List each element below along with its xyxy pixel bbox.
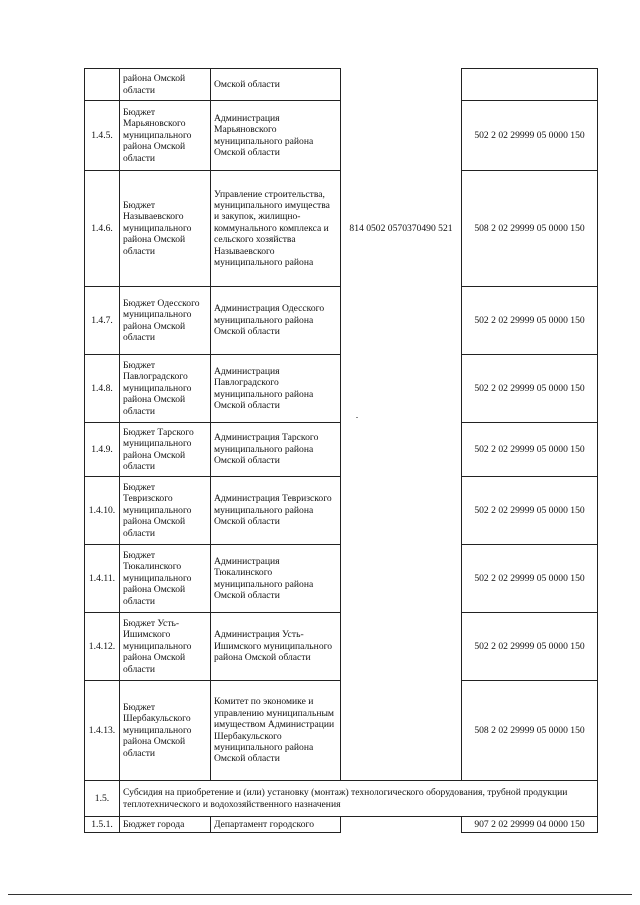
recipient-cell: Бюджет Павлоградского муниципального района Омской области bbox=[120, 355, 211, 423]
row-number: 1.5.1. bbox=[85, 817, 120, 833]
revenue-code-cell: 502 2 02 29999 05 0000 150 bbox=[462, 287, 598, 355]
row-number: 1.4.10. bbox=[85, 477, 120, 545]
administrator-cell: Омской области bbox=[211, 69, 341, 101]
revenue-code-cell: 502 2 02 29999 05 0000 150 bbox=[462, 545, 598, 613]
row-number: 1.4.9. bbox=[85, 423, 120, 477]
row-number bbox=[85, 69, 120, 101]
table-row bbox=[85, 613, 598, 681]
administrator-cell: Администрация Одесского муниципального района Омской области bbox=[211, 287, 341, 355]
administrator-cell: Администрация Тарского муниципального района Омской области bbox=[211, 423, 341, 477]
row-number: 1.4.11. bbox=[85, 545, 120, 613]
budget-code-cell bbox=[341, 423, 462, 477]
administrator-cell: Администрация Тевризского муниципального района Омской области bbox=[211, 477, 341, 545]
table-row bbox=[85, 477, 598, 545]
revenue-code-cell: 502 2 02 29999 05 0000 150 bbox=[462, 101, 598, 171]
budget-code-cell bbox=[341, 545, 462, 613]
revenue-code-cell: 502 2 02 29999 05 0000 150 bbox=[462, 423, 598, 477]
budget-code-cell bbox=[341, 101, 462, 171]
revenue-code-cell: 508 2 02 29999 05 0000 150 bbox=[462, 681, 598, 781]
administrator-cell: Департамент городского bbox=[211, 817, 341, 833]
recipient-cell: Бюджет Марьяновского муниципального района Омской области bbox=[120, 101, 211, 171]
budget-code-cell bbox=[341, 681, 462, 781]
table-row bbox=[85, 545, 598, 613]
revenue-code-cell: 502 2 02 29999 05 0000 150 bbox=[462, 613, 598, 681]
budget-code-cell bbox=[341, 613, 462, 681]
administrator-cell: Управление строительства, муниципального имущества и закупок, жилищно-коммунального комплекса и сельского хозяйства Называевского муниципального района bbox=[211, 171, 341, 287]
section-title: Субсидия на приобретение и (или) установку (монтаж) технологического оборудования, трубной продукции теплотехнического и водохозяйственного назначения bbox=[120, 781, 598, 817]
subsidy-table bbox=[84, 68, 598, 833]
administrator-cell: Администрация Усть-Ишимского муниципального района Омской области bbox=[211, 613, 341, 681]
administrator-cell: Администрация Павлоградского муниципального района Омской области bbox=[211, 355, 341, 423]
table-row bbox=[85, 69, 598, 101]
row-number: 1.4.8. bbox=[85, 355, 120, 423]
revenue-code-cell: 508 2 02 29999 05 0000 150 bbox=[462, 171, 598, 287]
row-number: 1.4.7. bbox=[85, 287, 120, 355]
table-row bbox=[85, 287, 598, 355]
recipient-cell: Бюджет Одесского муниципального района Омской области bbox=[120, 287, 211, 355]
recipient-cell: Бюджет Усть-Ишимского муниципального района Омской области bbox=[120, 613, 211, 681]
row-number: 1.4.13. bbox=[85, 681, 120, 781]
row-number: 1.4.5. bbox=[85, 101, 120, 171]
budget-code-cell bbox=[341, 287, 462, 355]
row-number: 1.4.6. bbox=[85, 171, 120, 287]
budget-code-cell bbox=[341, 355, 462, 423]
table-row bbox=[85, 171, 598, 287]
budget-code-cell bbox=[341, 69, 462, 101]
administrator-cell: Комитет по экономике и управлению муниципальным имуществом Администрации Шербакульского муниципального района Омской области bbox=[211, 681, 341, 781]
revenue-code-cell: 502 2 02 29999 05 0000 150 bbox=[462, 477, 598, 545]
budget-code-cell bbox=[341, 477, 462, 545]
administrator-cell: Администрация Марьяновского муниципального района Омской области bbox=[211, 101, 341, 171]
section-number: 1.5. bbox=[85, 781, 120, 817]
revenue-code-cell: 502 2 02 29999 05 0000 150 bbox=[462, 355, 598, 423]
recipient-cell: Бюджет города bbox=[120, 817, 211, 833]
recipient-cell: Бюджет Тевризского муниципального района Омской области bbox=[120, 477, 211, 545]
table-row bbox=[85, 681, 598, 781]
recipient-cell: Бюджет Шербакульского муниципального района Омской области bbox=[120, 681, 211, 781]
recipient-cell: района Омской области bbox=[120, 69, 211, 101]
section-row bbox=[85, 781, 598, 817]
row-number: 1.4.12. bbox=[85, 613, 120, 681]
revenue-code-cell bbox=[462, 69, 598, 101]
recipient-cell: Бюджет Называевского муниципального района Омской области bbox=[120, 171, 211, 287]
budget-code-cell bbox=[341, 817, 462, 833]
table-row bbox=[85, 355, 598, 423]
table-row bbox=[85, 101, 598, 171]
scan-speck bbox=[356, 417, 358, 418]
table-row bbox=[85, 423, 598, 477]
administrator-cell: Администрация Тюкалинского муниципального района Омской области bbox=[211, 545, 341, 613]
budget-code-cell: 814 0502 0570370490 521 bbox=[341, 171, 462, 287]
revenue-code-cell: 907 2 02 29999 04 0000 150 bbox=[462, 817, 598, 833]
recipient-cell: Бюджет Тарского муниципального района Омской области bbox=[120, 423, 211, 477]
page-bottom-rule bbox=[8, 894, 632, 895]
table-row bbox=[85, 817, 598, 833]
recipient-cell: Бюджет Тюкалинского муниципального района Омской области bbox=[120, 545, 211, 613]
